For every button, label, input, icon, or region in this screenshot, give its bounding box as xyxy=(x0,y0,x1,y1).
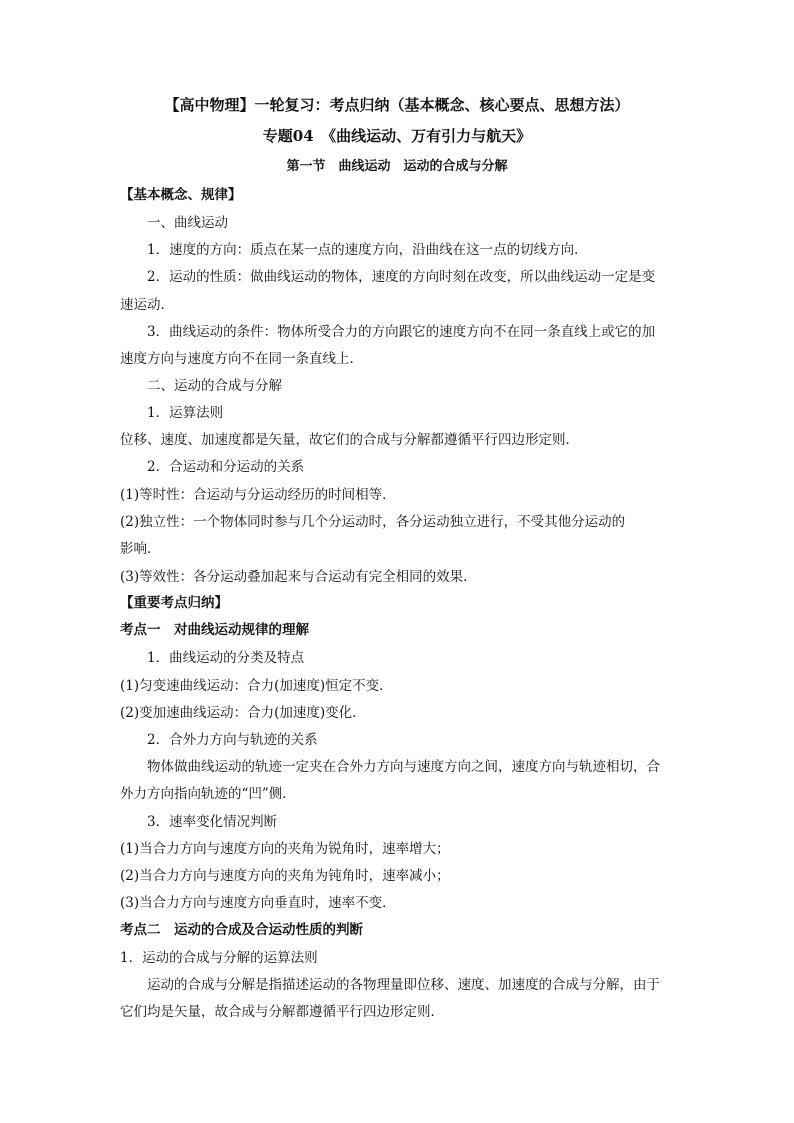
subsection-heading: 二、运动的合成与分解 xyxy=(147,378,282,394)
paragraph: 2．合运动和分运动的关系 xyxy=(147,459,305,475)
subsection-heading: 一、曲线运动 xyxy=(147,215,228,231)
paragraph-continuation: 影响． xyxy=(120,541,161,557)
section-heading: 第一节 曲线运动 运动的合成与分解 xyxy=(286,159,508,174)
paragraph: 1．速度的方向：质点在某一点的速度方向，沿曲线在这一点的切线方向． xyxy=(147,242,588,258)
paragraph: 3．曲线运动的条件：物体所受合力的方向跟它的速度方向不在同一条直线上或它的加 xyxy=(147,324,656,340)
document-title: 【高中物理】一轮复习：考点归纳（基本概念、核心要点、思想方法） xyxy=(164,96,630,114)
paragraph: (2)变加速曲线运动：合力(加速度)变化． xyxy=(120,705,366,721)
paragraph: 位移、速度、加速度都是矢量，故它们的合成与分解都遵循平行四边形定则． xyxy=(120,432,579,448)
paragraph-continuation: 速运动． xyxy=(120,297,174,313)
paragraph: 运动的合成与分解是指描述运动的各物理量即位移、速度、加速度的合成与分解，由于 xyxy=(147,977,660,993)
paragraph: (3)当合力方向与速度方向垂直时，速率不变． xyxy=(120,895,396,911)
paragraph: (2)当合力方向与速度方向的夹角为钝角时，速率减小； xyxy=(120,868,450,884)
paragraph: (2)独立性：一个物体同时参与几个分运动时，各分运动独立进行，不受其他分运动的 xyxy=(120,514,626,530)
key-point-heading: 考点一 对曲线运动规律的理解 xyxy=(120,622,309,638)
paragraph-continuation: 速度方向与速度方向不在同一条直线上． xyxy=(120,351,363,367)
paragraph: 3．速率变化情况判断 xyxy=(147,814,278,830)
paragraph: 1．曲线运动的分类及特点 xyxy=(147,650,305,666)
paragraph: (1)等时性：合运动与分运动经历的时间相等． xyxy=(120,487,396,503)
paragraph: 1．运算法则 xyxy=(147,405,224,421)
paragraph: (1)匀变速曲线运动：合力(加速度)恒定不变． xyxy=(120,678,393,694)
paragraph: 2．合外力方向与轨迹的关系 xyxy=(147,732,318,748)
paragraph: 物体做曲线运动的轨迹一定夹在合外力方向与速度方向之间，速度方向与轨迹相切，合 xyxy=(147,759,660,775)
paragraph: 1．运动的合成与分解的运算法则 xyxy=(120,950,318,966)
basic-concepts-heading: 【基本概念、规律】 xyxy=(120,187,242,203)
paragraph: (1)当合力方向与速度方向的夹角为锐角时，速率增大； xyxy=(120,841,450,857)
topic-heading: 专题04 《曲线运动、万有引力与航天》 xyxy=(262,127,532,145)
key-point-heading: 考点二 运动的合成及合运动性质的判断 xyxy=(120,922,363,938)
key-points-heading: 【重要考点归纳】 xyxy=(120,595,228,611)
paragraph-continuation: 外力方向指向轨迹的“凹”侧． xyxy=(120,786,296,802)
paragraph-continuation: 它们均是矢量，故合成与分解都遵循平行四边形定则． xyxy=(120,1004,444,1020)
paragraph: (3)等效性：各分运动叠加起来与合运动有完全相同的效果． xyxy=(120,569,477,585)
paragraph: 2．运动的性质：做曲线运动的物体，速度的方向时刻在改变，所以曲线运动一定是变 xyxy=(147,269,656,285)
